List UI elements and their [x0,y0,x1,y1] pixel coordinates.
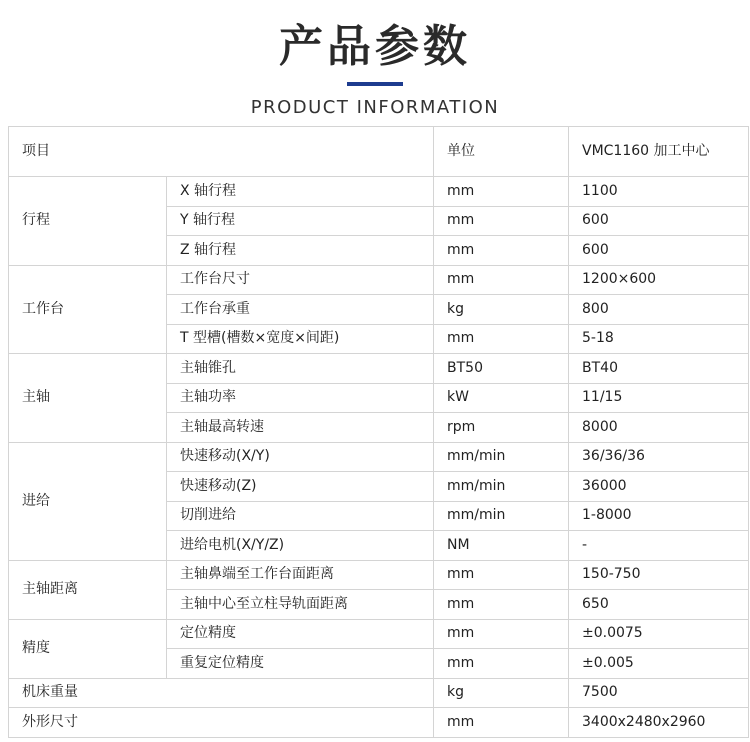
param-name: T 型槽(槽数×宽度×间距) [167,324,434,354]
param-value: 600 [569,236,749,266]
param-value: 36/36/36 [569,442,749,472]
param-value: 600 [569,206,749,236]
param-value: 800 [569,295,749,325]
param-unit: BT50 [434,354,569,384]
page-title: 产品参数 [279,21,471,72]
table-row [9,177,749,207]
param-unit: mm [434,177,569,207]
group-label: 主轴 [9,354,167,443]
param-value: 3400x2480x2960 [569,708,749,738]
title-underline [347,82,403,86]
group-label: 主轴距离 [9,560,167,619]
param-name: 主轴鼻端至工作台面距离 [167,560,434,590]
param-unit: mm/min [434,501,569,531]
param-unit: mm [434,560,569,590]
param-value: 150-750 [569,560,749,590]
single-label: 机床重量 [9,678,434,708]
param-name: 进给电机(X/Y/Z) [167,531,434,561]
param-name: 重复定位精度 [167,649,434,679]
param-name: 主轴中心至立柱导轨面距离 [167,590,434,620]
header-item: 项目 [9,127,434,177]
param-name: 切削进给 [167,501,434,531]
param-value: ±0.0075 [569,619,749,649]
param-name: 工作台尺寸 [167,265,434,295]
param-unit: mm/min [434,472,569,502]
single-label: 外形尺寸 [9,708,434,738]
param-value: - [569,531,749,561]
header-model: VMC1160 加工中心 [569,127,749,177]
group-label: 进给 [9,442,167,560]
table-header-row [9,127,749,177]
param-unit: mm [434,265,569,295]
table-row [9,678,749,708]
param-name: 主轴锥孔 [167,354,434,384]
param-value: BT40 [569,354,749,384]
param-unit: mm/min [434,442,569,472]
table-row [9,708,749,738]
param-unit: mm [434,324,569,354]
param-unit: NM [434,531,569,561]
table-row [9,442,749,472]
header-unit: 单位 [434,127,569,177]
param-unit: mm [434,619,569,649]
param-unit: mm [434,236,569,266]
group-label: 行程 [9,177,167,266]
param-unit: kg [434,295,569,325]
param-name: 主轴最高转速 [167,413,434,443]
param-value: ±0.005 [569,649,749,679]
param-name: 工作台承重 [167,295,434,325]
param-unit: rpm [434,413,569,443]
group-label: 工作台 [9,265,167,354]
param-unit: mm [434,708,569,738]
param-value: 36000 [569,472,749,502]
param-name: X 轴行程 [167,177,434,207]
param-value: 5-18 [569,324,749,354]
param-name: 快速移动(Z) [167,472,434,502]
table-row [9,619,749,649]
param-value: 650 [569,590,749,620]
param-unit: mm [434,590,569,620]
spec-table [8,126,749,738]
param-value: 11/15 [569,383,749,413]
param-unit: mm [434,206,569,236]
param-name: 快速移动(X/Y) [167,442,434,472]
table-row [9,265,749,295]
page-subtitle: PRODUCT INFORMATION [250,97,500,118]
param-name: 定位精度 [167,619,434,649]
param-unit: mm [434,649,569,679]
param-name: Y 轴行程 [167,206,434,236]
param-value: 8000 [569,413,749,443]
param-value: 1-8000 [569,501,749,531]
group-label: 精度 [9,619,167,678]
param-name: Z 轴行程 [167,236,434,266]
param-unit: kg [434,678,569,708]
param-value: 7500 [569,678,749,708]
param-value: 1100 [569,177,749,207]
table-row [9,560,749,590]
param-unit: kW [434,383,569,413]
table-row [9,354,749,384]
param-name: 主轴功率 [167,383,434,413]
param-value: 1200×600 [569,265,749,295]
